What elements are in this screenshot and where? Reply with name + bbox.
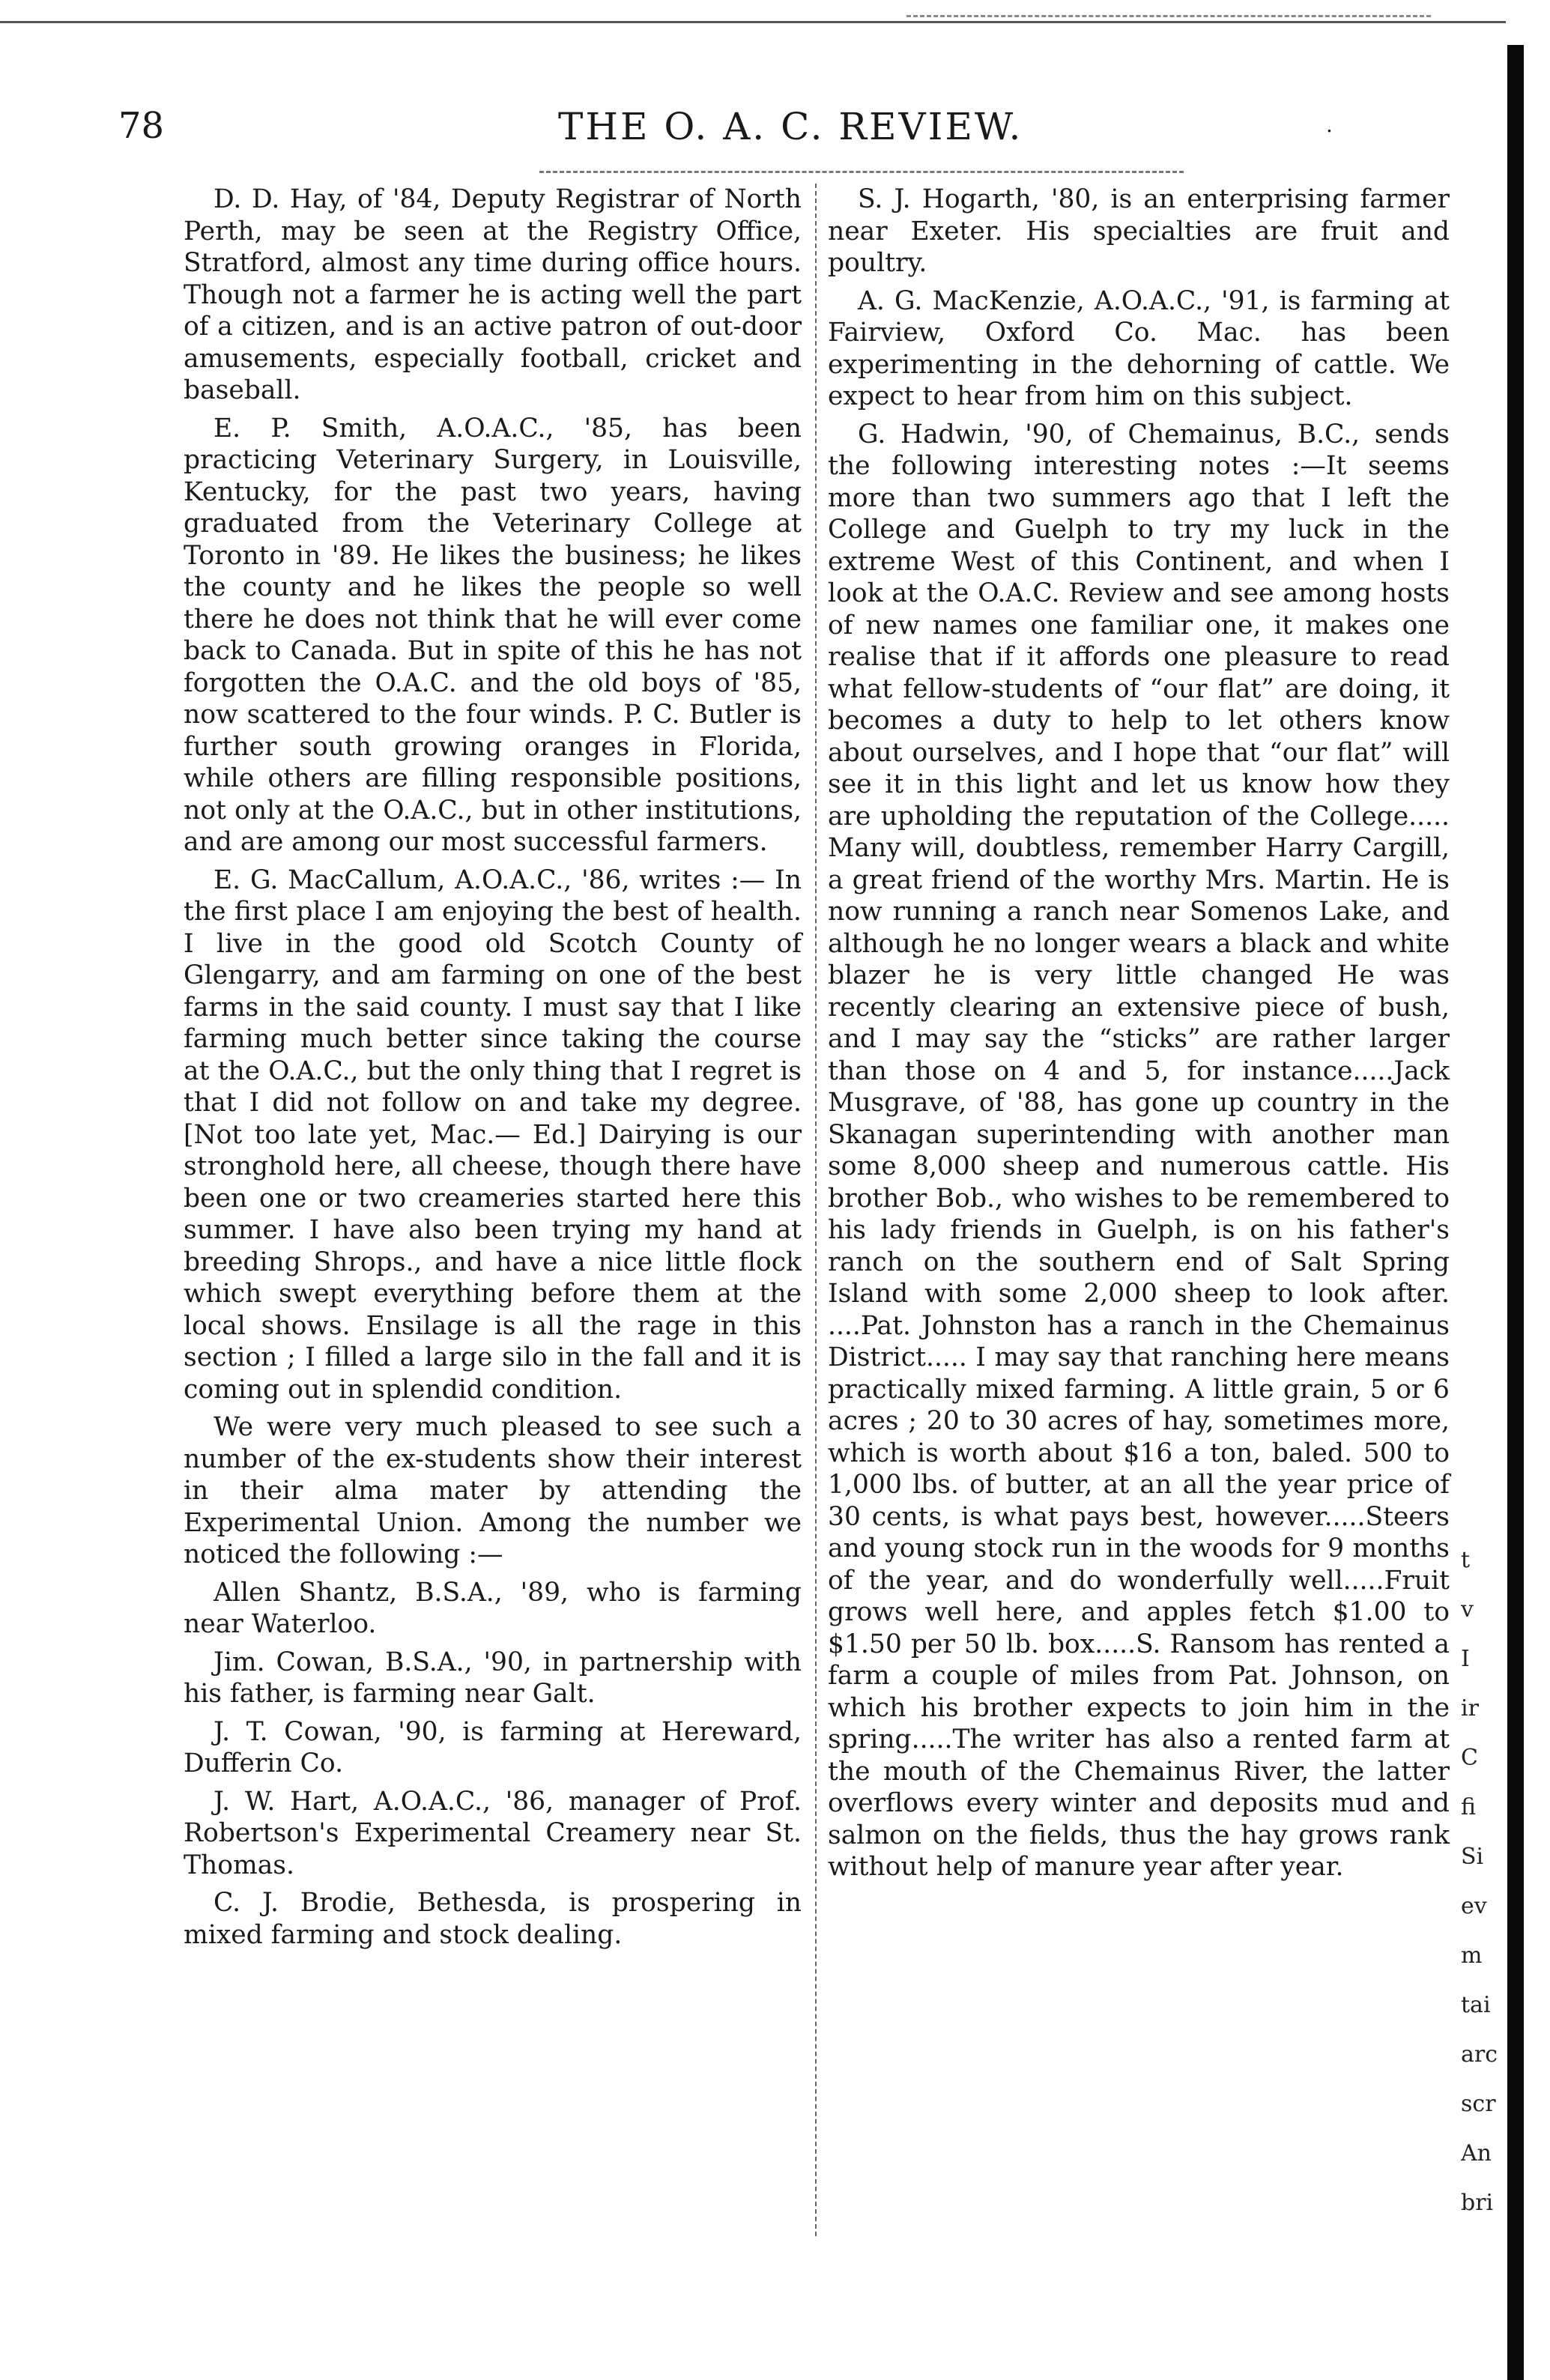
left-column — [184, 184, 802, 1957]
paragraph-hart: J. W. Hart, A.O.A.C., '86, manager of Prof. Robertson's Experimental Creamery near St. Thomas. — [184, 1786, 802, 1880]
page-number: 78 — [118, 105, 165, 147]
paragraph-brodie: C. J. Brodie, Bethesda, is prospering in mixed farming and stock dealing. — [184, 1888, 802, 1950]
edge-fragment: v — [1461, 1596, 1474, 1623]
paragraph-smith: E. P. Smith, A.O.A.C., '85, has been practicing Veterinary Surgery, in Louisville, Kentucky, for the past two years, having graduated from the Veterinary College at Toronto in '89. He likes the business; he likes the county and he likes the people so well there he does not think that he will ever come back to Canada. But in spite of this he has not forgotten the O.A.C. and the old boys of '85, now scattered to the four winds. P. C. Butler is further south growing oranges in Florida, while others are filling responsible positions, not only at the O.A.C., but in other institutions, and are among our most successful farmers. — [184, 413, 802, 857]
edge-fragment: bri — [1461, 2190, 1494, 2216]
page-header — [0, 105, 1498, 157]
paragraph-jim-cowan: Jim. Cowan, B.S.A., '90, in partnership with his father, is farming near Galt. — [184, 1647, 802, 1709]
edge-fragment: t — [1461, 1547, 1471, 1573]
edge-fragment: I — [1461, 1646, 1470, 1672]
column-divider — [815, 184, 817, 2236]
paragraph-mackenzie: A. G. MacKenzie, A.O.A.C., '91, is farming at Fairview, Oxford Co. Mac. has been experimenting in the dehorning of cattle. We expect to hear from him on this subject. — [828, 285, 1450, 411]
edge-fragment: Si — [1461, 1844, 1484, 1870]
adjacent-page-fragments — [1461, 1536, 1506, 2228]
paragraph-jt-cowan: J. T. Cowan, '90, is farming at Hereward, Dufferin Co. — [184, 1716, 802, 1778]
edge-fragment: tai — [1461, 1992, 1491, 2018]
edge-fragment: ev — [1461, 1893, 1487, 1919]
edge-fragment: fi — [1461, 1794, 1477, 1820]
edge-fragment: arc — [1461, 2041, 1498, 2068]
edge-fragment: scr — [1461, 2091, 1496, 2117]
edge-fragment: ir — [1461, 1695, 1479, 1722]
running-title: THE O. A. C. REVIEW. — [558, 105, 1023, 148]
edge-fragment: C — [1461, 1745, 1478, 1771]
paragraph-shantz: Allen Shantz, B.S.A., '89, who is farming near Waterloo. — [184, 1577, 802, 1639]
header-rule — [539, 171, 1184, 173]
edge-fragment: An — [1461, 2140, 1492, 2166]
edge-fragment: m — [1461, 1943, 1483, 1969]
header-mark: . — [1326, 112, 1333, 137]
paragraph-maccallum: E. G. MacCallum, A.O.A.C., '86, writes :— In the first place I am enjoying the best of health. I live in the good old Scotch County of Glengarry, and am farming on one of the best farms in the said county. I must say that I like farming much better since taking the course at the O.A.C., but the only thing that I regret is that I did not follow on and take my degree. [Not too late yet, Mac.— Ed.] Dairying is our stronghold here, all cheese, though there have been one or two creameries started here this summer. I have also been trying my hand at breeding Shrops., and have a nice little flock which swept everything before them at the local shows. Ensilage is all the rage in this section ; I filled a large silo in the fall and it is coming out in splendid condition. — [184, 865, 802, 1405]
page-edge-shadow — [1507, 45, 1524, 2380]
right-column — [828, 184, 1450, 1889]
paragraph-experimental-union: We were very much pleased to see such a number of the ex-students show their interest in their alma mater by attending the Experimental Union. Among the number we noticed the following :— — [184, 1412, 802, 1569]
paragraph-hadwin: G. Hadwin, '90, of Chemainus, B.C., sends the following interesting notes :—It seems more than two summers ago that I left the College and Guelph to try my luck in the extreme West of this Continent, and when I look at the O.A.C. Review and see among hosts of new names one familiar one, it makes one realise that if it affords one pleasure to read what fellow-students of “our flat” are doing, it becomes a duty to help to let others know about ourselves, and I hope that “our flat” will see it in this light and let us know how they are upholding the reputation of the College..... Many will, doubtless, remember Harry Cargill, a great friend of the worthy Mrs. Martin. He is now running a ranch near Somenos Lake, and although he no longer wears a black and white blazer he is very little changed He was recently clearing an extensive piece of bush, and I may say the “sticks” are rather larger than those on 4 and 5, for instance.....Jack Musgrave, of '88, has gone up country in the Skanagan superintending with another man some 8,000 sheep and numerous cattle. His brother Bob., who wishes to be remembered to his lady friends in Guelph, is on his father's ranch on the southern end of Salt Spring Island with some 2,000 sheep to look after. ....Pat. Johnston has a ranch in the Chemainus District..... I may say that ranching here means practically mixed farming. A little grain, 5 or 6 acres ; 20 to 30 acres of hay, sometimes more, which is worth about $16 a ton, baled. 500 to 1,000 lbs. of butter, at an all the year price of 30 cents, is what pays best, however.....Steers and young stock run in the woods for 9 months of the year, and do wonderfully well.....Fruit grows well here, and apples fetch $1.00 to $1.50 per 50 lb. box.....S. Ransom has rented a farm a couple of miles from Pat. Johnson, on which his brother expects to join him in the spring.....The writer has also a rented farm at the mouth of the Chemainus River, the latter overflows every winter and deposits mud and salmon on the fields, thus the hay grows rank without help of manure year after year. — [828, 419, 1450, 1882]
top-dashed-rule — [906, 15, 1431, 19]
paragraph-hogarth: S. J. Hogarth, '80, is an enterprising farmer near Exeter. His specialties are fruit and poultry. — [828, 184, 1450, 278]
paragraph-hay: D. D. Hay, of '84, Deputy Registrar of North Perth, may be seen at the Registry Office, Stratford, almost any time during office hours. Though not a farmer he is acting well the part of a citizen, and is an active patron of out-door amusements, especially football, cricket and baseball. — [184, 184, 802, 405]
top-rule — [0, 21, 1506, 23]
